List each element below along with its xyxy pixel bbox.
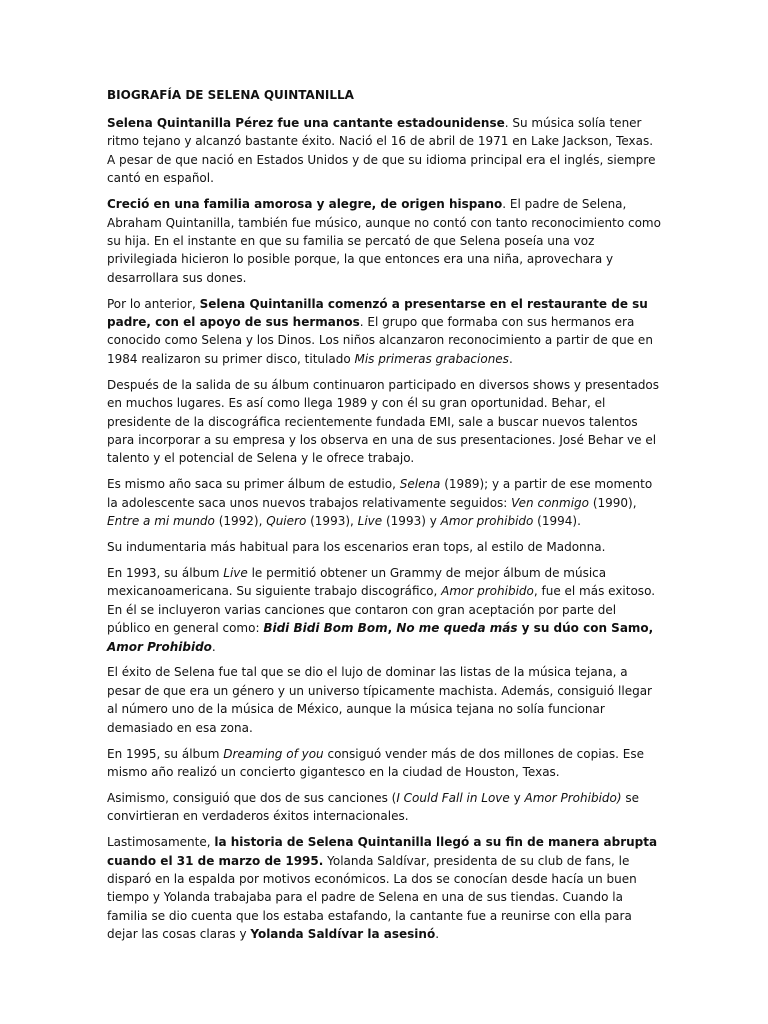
- document-body: [107, 114, 663, 944]
- text-run: consiguó vender más de dos millones de copias. Ese mismo año realizó un concierto gigantesco en la ciudad de Houston, Texas.: [107, 746, 645, 779]
- paragraph: [107, 376, 663, 468]
- text-run: En 1993, su álbum: [107, 565, 224, 580]
- text-run: Mis primeras grabaciones: [354, 351, 509, 366]
- text-run: . El padre de Selena, Abraham Quintanilla, también fue músico, aunque no contó con tanto reconocimiento como su hija. En el instante en que su familia se percató de que Selena poseía una voz privilegiada hicieron lo posible porque, la que entonces era una niña, aprovechara y desarrollara sus dones.: [107, 197, 661, 285]
- text-run: y su dúo con Samo,: [517, 621, 654, 636]
- text-run: En 1995, su álbum: [107, 746, 224, 761]
- text-run: Amor Prohibido: [107, 639, 212, 654]
- paragraph: [107, 745, 663, 782]
- text-run: Después de la salida de su álbum continuaron participado en diversos shows y presentados en muchos lugares. Es así como llega 1989 y con él su gran oportunidad. Behar, el presidente de la discográfica recientemente fundada EMI, sale a buscar nuevos talentos para incorporar a su empresa y los observa en una de sus presentaciones. José Behar ve el talento y el potencial de Selena y le ofrece trabajo.: [107, 377, 660, 466]
- text-run: Bidi Bidi Bom Bom: [263, 621, 388, 636]
- text-run: (1990),: [589, 495, 637, 510]
- text-run: No me queda más: [396, 621, 518, 636]
- text-run: Yolanda Saldívar la asesinó: [250, 927, 436, 942]
- text-run: Entre a mi mundo: [107, 514, 215, 529]
- text-run: Amor prohibido: [440, 514, 534, 529]
- text-run: . El grupo que formaba con sus hermanos era conocido como Selena y los Dinos. Los niños alcanzaron reconocimiento a partir de que en 1984 realizaron su primer disco, titulado: [107, 315, 653, 366]
- text-run: . Su música solía tener ritmo tejano y alcanzó bastante éxito. Nació el 16 de abril de 1971 en Lake Jackson, Texas. A pesar de que nació en Estados Unidos y de que su idioma principal era el inglés, siempre cantó en español.: [107, 116, 656, 186]
- paragraph: [107, 663, 663, 737]
- text-run: Asimismo, consiguió que dos de sus canciones (: [107, 790, 397, 805]
- paragraph: [107, 475, 663, 530]
- paragraph: [107, 114, 663, 188]
- text-run: Ven conmigo: [511, 495, 589, 510]
- text-run: (1989); y a partir de ese momento la adolescente saca unos nuevos trabajos relativamente seguidos:: [107, 477, 653, 510]
- text-run: Su indumentaria más habitual para los escenarios eran tops, al estilo de Madonna.: [107, 540, 606, 555]
- text-run: Selena Quintanilla Pérez fue una cantante estadounidense: [107, 116, 505, 130]
- document-title: BIOGRAFÍA DE SELENA QUINTANILLA: [107, 88, 354, 102]
- text-run: Yolanda Saldívar, presidenta de su club de fans, le disparó en la espalda por motivos económicos. La dos se conocían desde hacía un buen tiempo y Yolanda trabajaba para el padre de Selena en una de sus tiendas. Cuando la familia se dio cuenta que los estaba estafando, la cantante fue a reunirse con ella para dejar las cosas claras y: [107, 853, 637, 942]
- text-run: y: [509, 790, 525, 805]
- text-run: Es mismo año saca su primer álbum de estudio,: [107, 477, 400, 492]
- text-run: Live: [357, 514, 383, 529]
- text-run: .: [508, 351, 513, 366]
- text-run: le permitió obtener un Grammy de mejor álbum de música mexicanoamericana. Su siguiente trabajo discográfico,: [107, 565, 607, 599]
- text-run: Amor Prohibido): [524, 790, 622, 805]
- text-run: Amor prohibido: [441, 584, 534, 599]
- text-run: (1993),: [306, 514, 358, 529]
- text-run: (1993) y: [382, 514, 441, 529]
- paragraph: [107, 538, 663, 556]
- text-run: ,: [387, 621, 397, 636]
- text-run: .: [211, 639, 216, 654]
- document-page: [107, 86, 663, 951]
- text-run: Selena Quintanilla comenzó a presentarse en el restaurante de su padre, con el apoyo de sus hermanos: [107, 296, 648, 330]
- text-run: Selena: [399, 477, 441, 492]
- text-run: El éxito de Selena fue tal que se dio el lujo de dominar las listas de la música tejana, a pesar de que era un género y un universo típicamente machista. Además, consiguió llegar al número uno de la música de México, aunque la música tejana no solía funcionar demasiado en esa zona.: [107, 665, 652, 735]
- text-run: Creció en una familia amorosa y alegre, de origen hispano: [107, 197, 503, 212]
- text-run: (1992),: [214, 514, 267, 529]
- paragraph: [107, 195, 663, 287]
- text-run: (1994).: [533, 514, 581, 529]
- text-run: Dreaming of you: [223, 746, 324, 761]
- text-run: I Could Fall in Love: [396, 790, 510, 805]
- text-run: se convirtieran en verdaderos éxitos internacionales.: [107, 790, 639, 824]
- text-run: Live: [223, 565, 248, 580]
- text-run: la historia de Selena Quintanilla llegó a su fin de manera abrupta cuando el 31 de marzo de 1995.: [107, 835, 658, 868]
- text-run: , fue el más exitoso. En él se incluyeron varias canciones que contaron con gran aceptación por parte del público en general como:: [107, 584, 656, 636]
- paragraph: [107, 833, 663, 943]
- paragraph: [107, 564, 663, 656]
- text-run: Por lo anterior,: [107, 296, 200, 311]
- text-run: Quiero: [266, 514, 307, 529]
- paragraph: [107, 789, 663, 826]
- paragraph: [107, 295, 663, 369]
- text-run: .: [435, 927, 440, 942]
- text-run: Lastimosamente,: [107, 835, 215, 850]
